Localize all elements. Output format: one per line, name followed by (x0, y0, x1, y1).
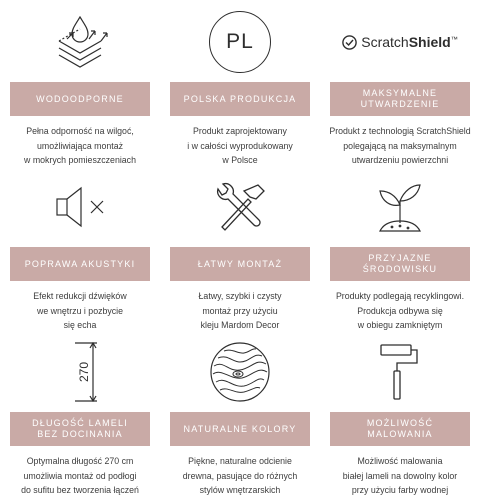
feature-title-band (170, 247, 310, 281)
brand-bold: Shield (408, 34, 451, 50)
feature-title-band (10, 412, 150, 446)
feature-waterproof (0, 0, 160, 165)
wood-grain-icon (160, 334, 320, 410)
speaker-mute-icon (0, 169, 160, 245)
feature-title: WODOODPORNE (36, 93, 124, 104)
feature-description: Możliwość malowania białej lameli na dowolny kolor przy użyciu farby wodnej (342, 456, 458, 495)
feature-description: Pełna odporność na wilgoć, umożliwiająca montaż w mokrych pomieszczeniach (24, 126, 136, 165)
pl-circle-text: PL (226, 30, 254, 53)
feature-title-band (330, 247, 470, 281)
feature-easy-install (160, 165, 320, 330)
feature-description: Optymalna długość 270 cm umożliwia montaż od podłogi do sufitu bez tworzenia łączeń (21, 456, 139, 495)
feature-title: MOŻLIWOŚĆ MALOWANIA (366, 418, 434, 439)
feature-title-band (170, 82, 310, 116)
feature-title: POPRAWA AKUSTYKI (24, 258, 136, 269)
feature-description: Piękne, naturalne odcienie drewna, pasujące do różnych stylów wnętrzarskich (182, 456, 298, 495)
feature-title: POLSKA PRODUKCJA (183, 93, 297, 104)
feature-title: MAKSYMALNE UTWARDZENIE (360, 88, 440, 109)
feature-length (0, 330, 160, 495)
dimension-label: 270 (77, 361, 91, 383)
feature-title-band (10, 82, 150, 116)
pl-circle-icon (209, 11, 271, 73)
feature-title-band (330, 412, 470, 446)
water-drop-layers-icon (0, 4, 160, 80)
shield-icon (342, 35, 357, 50)
plant-sprout-icon (320, 169, 480, 245)
feature-title: PRZYJAZNE ŚRODOWISKU (362, 253, 438, 274)
feature-polish-production (160, 0, 320, 165)
feature-title: NATURALNE KOLORY (183, 423, 297, 434)
feature-description: Łatwy, szybki i czysty montaż przy użyciu kleju Mardom Decor (198, 291, 282, 330)
feature-title-band (330, 82, 470, 116)
paint-roller-icon (320, 334, 480, 410)
feature-description: Produkty podlegają recyklingowi. Produkcja odbywa się w obiegu zamkniętym (335, 291, 465, 330)
feature-title-band (170, 412, 310, 446)
height-dimension-icon (0, 334, 160, 410)
scratchshield-logo-wrap (320, 4, 480, 80)
wrench-hammer-icon (160, 169, 320, 245)
feature-title: ŁATWY MONTAŻ (197, 258, 283, 269)
feature-title: DŁUGOŚĆ LAMELI BEZ DOCINANIA (32, 418, 128, 439)
brand-light: Scratch (361, 34, 409, 50)
scratchshield-logo (342, 34, 457, 50)
feature-natural-colors (160, 330, 320, 495)
feature-paintable (320, 330, 480, 495)
feature-description: Produkt z technologią ScratchShield polegającą na maksymalnym utwardzeniu powierzchni (329, 126, 471, 165)
feature-eco-friendly (320, 165, 480, 330)
feature-max-hardening (320, 0, 480, 165)
pl-circle-icon-wrap (160, 4, 320, 80)
brand-tm: ™ (450, 36, 458, 44)
feature-title-band (10, 247, 150, 281)
feature-acoustics (0, 165, 160, 330)
feature-description: Produkt zaprojektowany i w całości wyprodukowany w Polsce (187, 126, 293, 165)
feature-description: Efekt redukcji dźwięków we wnętrzu i pozbycie się echa (33, 291, 127, 330)
